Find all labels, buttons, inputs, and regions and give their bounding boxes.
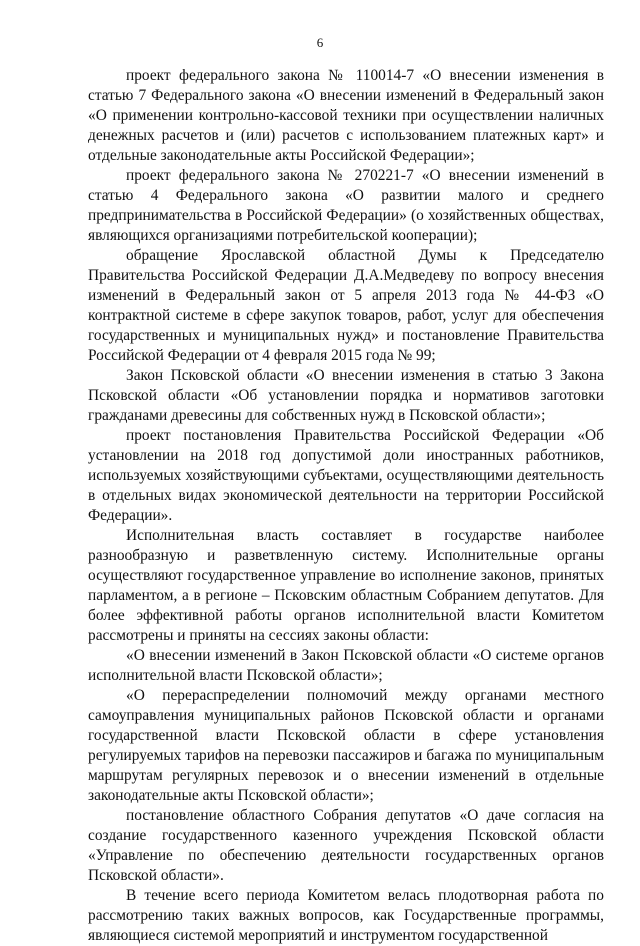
paragraph-government-resolution-draft: проект постановления Правительства Российской Федерации «Об установлении на 2018 год допустимой доли иностранных работников, используемых хозяйствующими субъектами, осуществляющими деятельность в отдельных видах экономической деятельности на территории Российской Федерации». bbox=[88, 427, 604, 524]
page-body bbox=[88, 66, 604, 946]
paragraph-law-executive-system: «О внесении изменений в Закон Псковской области «О системе органов исполнительной власти Псковской области»; bbox=[88, 647, 604, 684]
paragraph-committee-work: В течение всего периода Комитетом велась плодотворная работа по рассмотрению таких важных вопросов, как Государственные программы, являющиеся системой мероприятий и инструментом государственной bbox=[88, 887, 604, 944]
paragraph-resolution-state-institution: постановление областного Собрания депутатов «О даче согласия на создание государственного казенного учреждения Псковской области «Управление по обеспечению деятельности государственных органов Псковской области». bbox=[88, 807, 604, 884]
paragraph-draft-law-110014-7: проект федерального закона № 110014-7 «О внесении изменения в статью 7 Федерального закона «О внесении изменений в Федеральный закон «О применении контрольно-кассовой техники при осуществлении наличных денежных расчетов и (или) расчетов с использованием платежных карт» и отдельные законодательные акты Российской Федерации»; bbox=[88, 67, 604, 164]
page-number: 6 bbox=[316, 35, 324, 50]
paragraph-draft-law-270221-7: проект федерального закона № 270221-7 «О внесении изменений в статью 4 Федерального закона «О развитии малого и среднего предпринимательства в Российской Федерации» (о хозяйственных обществах, являющихся организациями потребительской кооперации); bbox=[88, 167, 604, 244]
paragraph-pskov-law-article-3: Закон Псковской области «О внесении изменения в статью 3 Закона Псковской области «Об установлении порядка и нормативов заготовки гражданами древесины для собственных нужд в Псковской области»; bbox=[88, 367, 604, 424]
paragraph-executive-power: Исполнительная власть составляет в государстве наиболее разнообразную и разветвленную систему. Исполнительные органы осуществляют государственное управление во исполнение законов, принятых парламентом, а в регионе – Псковским областным Собранием депутатов. Для более эффективной работы органов исполнительной власти Комитетом рассмотрены и приняты на сессиях законы области: bbox=[88, 527, 604, 644]
paragraph-yaroslavl-duma-appeal: обращение Ярославской областной Думы к Председателю Правительства Российской Федерации Д.А.Медведеву по вопросу внесения изменений в Федеральный закон от 5 апреля 2013 года № 44-ФЗ «О контрактной системе в сфере закупок товаров, работ, услуг для обеспечения государственных и муниципальных нужд» и постановление Правительства Российской Федерации от 4 февраля 2015 года № 99; bbox=[88, 247, 604, 364]
paragraph-law-redistribution-powers: «О перераспределении полномочий между органами местного самоуправления муниципальных районов Псковской области и органами государственной власти Псковской области в сфере установления регулируемых тарифов на перевозки пассажиров и багажа по муниципальным маршрутам регулярных перевозок и о внесении изменений в отдельные законодательные акты Псковской области»; bbox=[88, 687, 604, 804]
